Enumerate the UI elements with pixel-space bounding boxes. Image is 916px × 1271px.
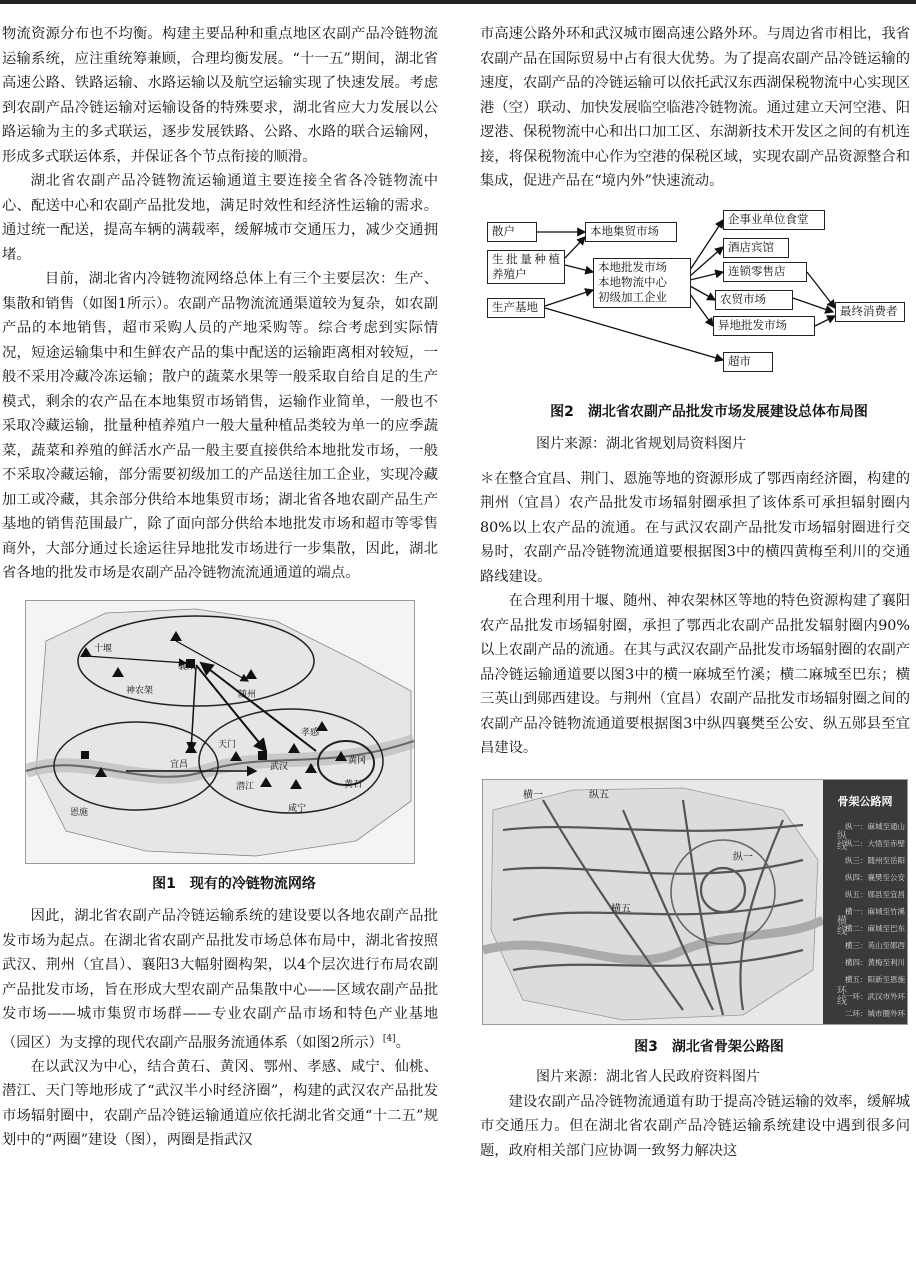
flow-node-consumer: 最终消费者: [835, 302, 905, 322]
paragraph: 市高速公路外环和武汉城市圈高速公路外环。与周边省市相比，我省农副产品在国际贸易中占有很大优势。为了提高农副产品冷链运输的速度，农副产品的冷链运输可以依托武汉东西湖保税物流中心实现区港（空）联动、加快发展临空临港冷链物流。通过建立天河空港、阳逻港、保税物流中心和出口加工区、东湖新技术开发区之间的有机连接，将保税物流中心作为空港的保税区域，实现农副产品资源整合和集成，促进产品在“境内外”快速流动。: [480, 26, 910, 189]
map-label: 天门: [218, 739, 237, 750]
paragraph: 物流资源分布也不均衡。构建主要品种和重点地区农副产品冷链物流运输系统，应注重统筹兼顾，合理均衡发展。“十一五”期间，湖北省高速公路、铁路运输、水路运输以及航空运输实现了快速发展。考虑到农副产品冷链运输对运输设备的特殊要求，湖北省应大力发展以公路运输为主的多式联运，逐步发展铁路、公路、水路的联合运输网，形成多式联运体系，并保证各个节点衔接的顺滑。: [2, 26, 438, 165]
map-label: 黄冈: [348, 755, 367, 766]
map-label: 黄石: [344, 779, 363, 790]
paragraph: 湖北省农副产品冷链物流运输通道主要连接全省各冷链物流中心、配送中心和农副产品批发地，满足时效性和经济性运输的需求。通过统一配送，提高车辆的满载率，缓解城市交通压力，减少交通拥堵。: [2, 173, 438, 263]
figure-1-caption: 图1 现有的冷链物流网络: [152, 875, 316, 892]
flow-node-supermarket: 超市: [723, 352, 773, 372]
legend-item: 纵三：随州至岳阳: [845, 856, 905, 865]
paragraph: 建设农副产品冷链物流通道有助于提高冷链运输的效率，缓解城市交通压力。但在湖北省农副产品冷链运输系统建设中遇到很多问题，政府相关部门应协调一致努力解决这: [480, 1093, 910, 1159]
map-label: 神农架: [126, 685, 154, 696]
legend-item: 一环：武汉市外环: [845, 992, 905, 1001]
flow-node-hub: 本地批发市场 本地物流中心 初级加工企业: [593, 258, 691, 308]
legend-item: 纵二：大悟至赤壁: [845, 839, 905, 848]
paragraph: 在以武汉为中心，结合黄石、黄冈、鄂州、孝感、咸宁、仙桃、潜江、天门等地形成了“武汉半小时经济圈”，构建的武汉农产品批发市场辐射圈中，农副产品冷链运输通道应依托湖北省交通“十二五”规划中的“两圈”建设（图），两圈是指武汉: [2, 1058, 438, 1149]
map-label: 十堰: [94, 643, 113, 654]
right-column: [480, 22, 910, 1163]
figure-3-caption: 图3 湖北省骨架公路图: [634, 1038, 784, 1055]
map-label: 咸宁: [288, 803, 307, 814]
legend-item: 纵一：麻城至通山: [845, 822, 905, 831]
flow-node-production-base: 生产基地: [487, 298, 545, 318]
paragraph: ＊在整合宜昌、荆门、恩施等地的资源形成了鄂西南经济圈，构建的荆州（宜昌）农产品批发市场辐射圈承担了该体系可承担辐射圈内80%以上农产品的流通。在与武汉农副产品批发市场辐射圈进行交易时，农副产品冷链物流通道要根据图3中的横四黄梅至利川的交通路线建设。: [480, 470, 910, 585]
legend-group-label: 纵线: [834, 829, 846, 850]
map-label: 随州: [238, 689, 257, 700]
flow-node-sanhu: 散户: [487, 222, 537, 242]
paragraph: 目前，湖北省内冷链物流网络总体上有三个主要层次：生产、集散和销售（如图1所示）。农副产品物流流通渠道较为复杂，如农副产品的本地销售，超市采购人员的产地采购等。综合考虑到实际情况，短途运输集中和生鲜农产品的集中配送的运输距离相对较短，一般不采用冷藏冷冻运输；散户的蔬菜水果等一般采取自给自足的生产模式，剩余的农产品在本地集贸市场销售，运输作业简单，一般也不采取冷藏运输，批量种植养殖户一般大量种植品类较为单一的应季蔬菜，蔬菜和养殖的鲜活水产品一般主要直接供给本地批发市场，一般不采取冷藏运输，部分需要初级加工的产品送往加工企业，实现冷藏加工或冷藏，其余部分供给本地集贸市场；湖北省各地农副产品生产基地的销售范围最广，除了面向部分供给本地批发市场和超市等零售商外，大部分通过长途运往异地批发市场进行一步集散，因此，湖北省各地的批发市场是农副产品冷链物流流通通道的端点。: [2, 271, 438, 581]
paragraph: 因此，湖北省农副产品冷链运输系统的建设要以各地农副产品批发市场为起点。在湖北省农副产品批发市场总体布局中，湖北省按照武汉、荆州（宜昌）、襄阳3大幅射圈构架，以4个层次进行布局农副产品批发市场，旨在形成大型农副产品集散中心——区域农副产品批发市场——城市集贸市场群——专业农副产品市场和特色产业基地（园区）为支撑的现代农副产品服务流通体系（如图2所示）[4]。: [2, 908, 438, 1051]
legend-item: 横二：麻城至巴东: [845, 924, 905, 933]
map-label: 武汉: [270, 761, 289, 772]
flow-node-batch-grower: 生批量种植养殖户: [487, 250, 565, 284]
paragraph: 在合理利用十堰、随州、神农架林区等地的特色资源构建了襄阳农产品批发市场辐射圈，承担了鄂西北农副产品批发辐射圈内90%以上农副产品的流通。在其与武汉农副产品批发市场辐射圈的农副产品冷链运输通道要以图3中的横一麻城至竹溪；横二麻城至巴东；横三英山到郧西建设。与荆州（宜昌）农副产品批发市场辐射圈之间的农副产品冷链物流通道要根据图3中纵四襄樊至公安、纵五郧县至宜昌建设。: [480, 593, 910, 756]
legend-title: 骨架公路网: [837, 794, 893, 808]
map-label: 恩施: [70, 807, 89, 818]
header-rule: [0, 0, 916, 4]
figure-3-svg: [483, 780, 823, 1024]
legend-item: 二环：城市圈外环: [845, 1009, 905, 1018]
map-label: 襄阳: [178, 661, 197, 672]
legend-item: 横三：英山至郧西: [845, 941, 905, 950]
flow-node-hotel: 酒店宾馆: [723, 238, 789, 258]
legend-group-label: 环线: [834, 984, 846, 1005]
figure-2-flowchart: [485, 210, 905, 390]
legend-item: 横四：黄梅至利川: [845, 958, 905, 967]
figure-2-source: 图片来源：湖北省规划局资料图片: [536, 436, 746, 452]
figure-1-map: [25, 600, 415, 864]
flow-node-canteen: 企事业单位食堂: [723, 210, 825, 230]
figure-2-caption: 图2 湖北省农副产品批发市场发展建设总体布局图: [550, 403, 868, 420]
legend-group-label: 横线: [834, 914, 846, 935]
figure-3-source: 图片来源：湖北省人民政府资料图片: [536, 1069, 760, 1085]
legend-item: 横一：麻城至竹溪: [845, 907, 905, 916]
flow-node-farmers-market: 农贸市场: [715, 290, 793, 310]
map-label: 纵一: [733, 851, 753, 863]
flow-node-remote-market: 异地批发市场: [713, 316, 815, 336]
map-label: 纵五: [589, 789, 609, 801]
figure-2-arrows: [485, 210, 905, 390]
legend-item: 纵四：襄樊至公安: [845, 873, 905, 882]
citation-ref: [4]: [382, 1033, 396, 1044]
map-label: 横一: [523, 789, 543, 801]
legend-item: 横五：阳新至恩施: [845, 975, 905, 984]
map-label: 横五: [611, 903, 631, 915]
legend-item: 纵五：郧县至宜昌: [845, 890, 905, 899]
left-column: [2, 22, 438, 1153]
map-label: 潜江: [236, 781, 255, 792]
map-label: 孝感: [301, 727, 320, 738]
figure-3-road-map: [482, 779, 908, 1025]
flow-node-local-market: 本地集贸市场: [585, 222, 677, 242]
map-label: 宜昌: [170, 759, 189, 770]
figure-3-legend: [823, 780, 907, 1024]
flow-node-chain-store: 连锁零售店: [723, 262, 807, 282]
